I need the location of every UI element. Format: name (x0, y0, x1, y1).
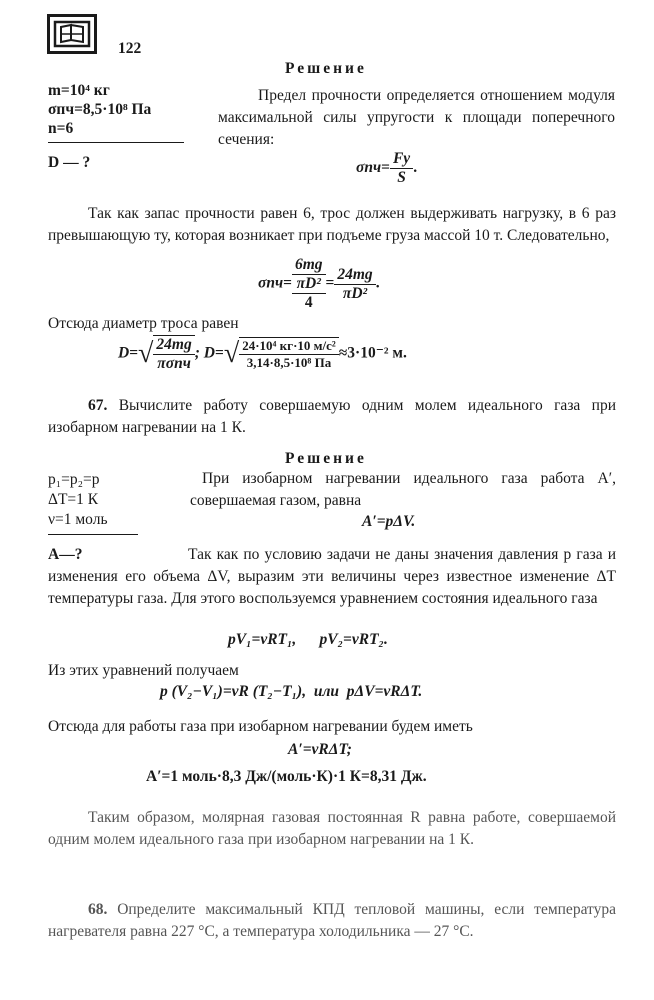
problem-67-paragraph3: Из этих уравнений получаем (48, 662, 239, 679)
formula-den: S (397, 169, 406, 186)
formula-num: Fу (390, 150, 413, 169)
problem-67-conclusion: Таким образом, молярная газовая постоянная R равна работе, совершаемой одним молем идеального газа при изобарном нагревании на 1 К. (48, 809, 616, 848)
problem-67-paragraph4: Отсюда для работы газа при изобарном нагревании будем иметь (48, 718, 473, 735)
formula3-den: πσпч (157, 355, 191, 372)
formula2-den: πD² (296, 275, 321, 292)
find-d: D — ? (48, 154, 91, 171)
formula-difference: p (V₂−V₁)=νR (T₂−T₁), или pΔV=νRΔT. (160, 683, 423, 700)
formula-sigma: σпч= 6mg πD² 4 = $\frac{24mg}{\text{πD²}}$ . (258, 256, 380, 311)
find-a: A—? (48, 546, 83, 563)
book-logo (47, 14, 97, 54)
given-divider (48, 142, 184, 143)
formula2-end: . (375, 274, 380, 292)
problem-67-intro: При изобарном нагревании идеального газа работа A′, совершаемая газом, равна (190, 470, 616, 509)
problem-68-text: Определите максимальный КПД тепловой машины, если температура нагревателя равна 227 °С, а температура холодильника — 27 °С. (48, 901, 616, 940)
paragraph-diameter: Отсюда диаметр троса равен (48, 315, 239, 332)
formula-work-numeric: A′=1 моль·8,3 Дж/(моль·К)·1 К=8,31 Дж. (146, 768, 427, 785)
formula3-num2: 24·10⁴ кг·10 м/с² (239, 338, 339, 355)
problem-67-paragraph2: Так как по условию задачи не даны значения давления p газа и изменения его объема ΔV, выразим эти величины через известное изменение ΔT температуры газа. Для этого воспользуемся уравнением состояния идеального газа (48, 546, 616, 607)
given-strength: σпч=8,5·10⁸ Па (48, 101, 152, 118)
formula3-mid: ; D (194, 344, 215, 362)
given-moles: ν=1 моль (48, 511, 108, 528)
given-delta-t: ΔT=1 К (48, 491, 99, 508)
formula2-den3: πD² (342, 284, 368, 302)
formula-state: pV₁=νRT₁, pV₂=νRT₂. (228, 631, 388, 648)
problem-67-text: Вычислите работу совершаемую одним молем идеального газа при изобарном нагревании на 1 К. (48, 397, 616, 436)
paragraph-safety: Так как запас прочности равен 6, трос должен выдерживать нагрузку, в 6 раз превышающую ту, которая возникает при подъеме груза массой 10 т. Следовательно, (48, 205, 616, 244)
problem-67-number: 67. (88, 397, 108, 414)
formula3-lhs: D (118, 344, 130, 362)
formula-work: A′=pΔV. (362, 513, 416, 530)
formula3-result: ≈3·10⁻² м. (338, 344, 407, 362)
formula-work-final: A′=νRΔT; (288, 741, 352, 758)
formula2-lhs: σпч (258, 274, 284, 292)
formula2-num2: 24mg (334, 266, 375, 285)
problem-67-heading: Решение (285, 450, 367, 467)
given-pressure: p₁=p₂=p (48, 471, 100, 488)
problem-67-task (48, 395, 616, 439)
formula-end: . (413, 159, 418, 177)
solution-heading: Решение (285, 60, 367, 77)
formula-strength: σпч= $\frac{Fу}{S}$ . (356, 150, 418, 186)
formula3-num: 24mg (153, 336, 194, 355)
formula-lhs: σпч (356, 159, 382, 177)
given-mass: m=10⁴ кг (48, 82, 110, 99)
page-number: 122 (118, 40, 142, 57)
problem-68-task (48, 899, 616, 943)
problem-68-number: 68. (88, 901, 108, 918)
formula2-num: 6mg (292, 256, 326, 275)
given-67-divider (48, 534, 138, 535)
given-safety: n=6 (48, 120, 74, 137)
formula-diameter: D=√ $\frac{24mg}{\text{πσпч}}$ ; D=√ $\frac{\text{24·10⁴ кг·10 м/с²}}{\text{3,14·8,5·10⁸ Па}}$ ≈3·10⁻² м. (118, 336, 407, 372)
formula3-den2: 3,14·8,5·10⁸ Па (246, 355, 332, 370)
solution-intro: Предел прочности определяется отношением модуля максимальной силы упругости к площади поперечного сечения: (218, 87, 615, 148)
formula2-den2: 4 (304, 294, 313, 311)
